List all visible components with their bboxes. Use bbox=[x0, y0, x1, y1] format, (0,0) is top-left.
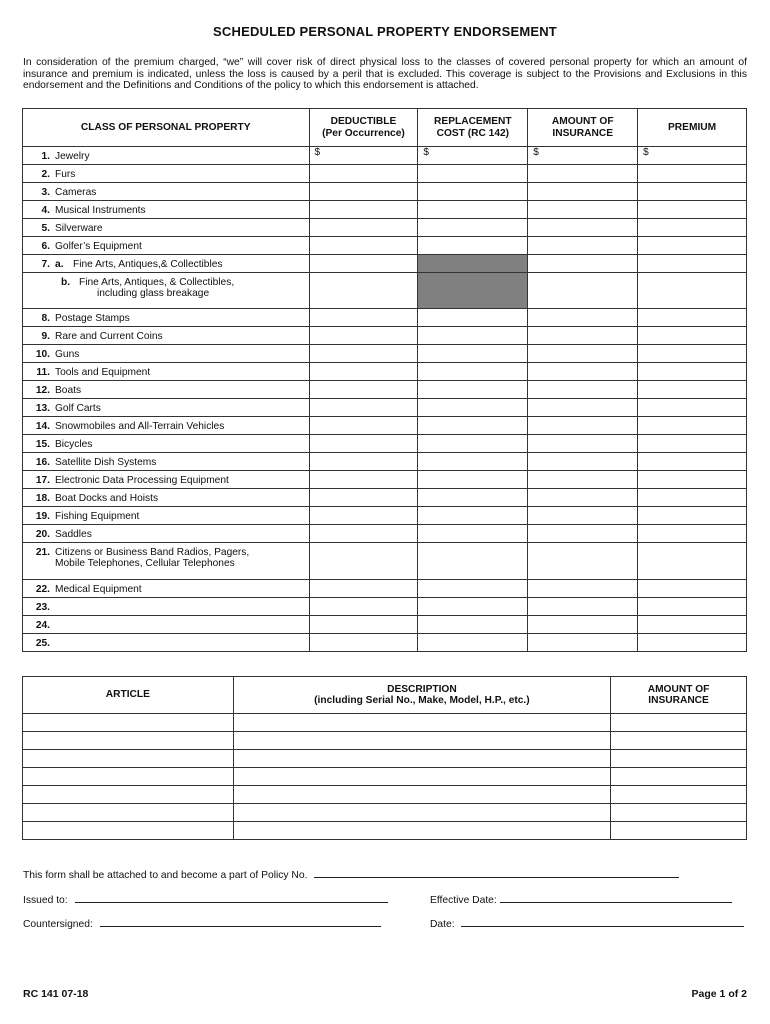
description-cell[interactable] bbox=[233, 804, 610, 822]
article-amount-cell[interactable] bbox=[611, 804, 747, 822]
item-label: Furs bbox=[55, 169, 76, 180]
property-class-cell bbox=[23, 219, 310, 237]
form-number: RC 141 07-18 bbox=[23, 988, 89, 1000]
schedule-row bbox=[23, 345, 747, 363]
property-class-cell bbox=[23, 273, 310, 309]
amount-of-insurance-cell[interactable] bbox=[528, 309, 638, 327]
amount-of-insurance-cell[interactable] bbox=[528, 201, 638, 219]
item-sub-letter: a. bbox=[55, 259, 64, 270]
property-class-cell bbox=[23, 598, 310, 616]
item-label: Saddles bbox=[55, 529, 92, 540]
page-number: Page 1 of 2 bbox=[691, 988, 747, 1000]
deductible-cell[interactable] bbox=[309, 580, 418, 598]
amount-of-insurance-cell[interactable] bbox=[528, 417, 638, 435]
item-label: Musical Instruments bbox=[55, 205, 146, 216]
property-class-cell bbox=[23, 543, 310, 580]
item-label: Fine Arts, Antiques, & Collectibles, bbox=[79, 277, 235, 288]
item-label: Postage Stamps bbox=[55, 313, 130, 324]
premium-cell[interactable] bbox=[638, 219, 747, 237]
item-number: 6. bbox=[41, 241, 50, 252]
replacement-cost-cell[interactable] bbox=[418, 616, 528, 634]
replacement-cost-cell[interactable] bbox=[418, 543, 528, 580]
property-class-cell bbox=[23, 309, 310, 327]
item-label: Fishing Equipment bbox=[55, 511, 140, 522]
amount-of-insurance-cell[interactable] bbox=[528, 399, 638, 417]
article-row bbox=[23, 750, 747, 768]
article-cell[interactable] bbox=[23, 822, 234, 840]
countersigned-field[interactable] bbox=[100, 917, 381, 927]
schedule-row bbox=[23, 453, 747, 471]
amount-of-insurance-cell[interactable] bbox=[528, 327, 638, 345]
amount-of-insurance-cell[interactable] bbox=[528, 363, 638, 381]
amount-of-insurance-cell[interactable] bbox=[528, 471, 638, 489]
deductible-cell[interactable] bbox=[309, 616, 418, 634]
replacement-cost-cell[interactable] bbox=[418, 580, 528, 598]
policy-number-label: This form shall be attached to and become a part of Policy No. bbox=[23, 870, 308, 881]
amount-of-insurance-cell[interactable] bbox=[528, 580, 638, 598]
item-number: 18. bbox=[35, 493, 50, 504]
replacement-cost-cell[interactable] bbox=[418, 147, 528, 165]
schedule-row bbox=[23, 183, 747, 201]
premium-cell[interactable] bbox=[638, 309, 747, 327]
amount-of-insurance-cell[interactable] bbox=[528, 489, 638, 507]
article-amount-cell[interactable] bbox=[611, 714, 747, 732]
property-class-cell bbox=[23, 183, 310, 201]
schedule-row bbox=[23, 255, 747, 273]
currency-symbol: $ bbox=[314, 147, 321, 158]
issued-to-field[interactable] bbox=[75, 893, 388, 903]
replacement-cost-cell[interactable] bbox=[418, 634, 528, 652]
schedule-row bbox=[23, 489, 747, 507]
replacement-cost-cell[interactable] bbox=[418, 489, 528, 507]
amount-of-insurance-cell[interactable] bbox=[528, 183, 638, 201]
article-amount-cell[interactable] bbox=[611, 732, 747, 750]
schedule-row bbox=[23, 525, 747, 543]
property-class-cell bbox=[23, 489, 310, 507]
replacement-cost-cell[interactable] bbox=[418, 219, 528, 237]
description-cell[interactable] bbox=[233, 732, 610, 750]
amount-of-insurance-cell[interactable] bbox=[528, 598, 638, 616]
premium-cell[interactable] bbox=[638, 165, 747, 183]
item-label: Jewelry bbox=[55, 151, 90, 162]
premium-cell[interactable] bbox=[638, 183, 747, 201]
property-class-cell bbox=[23, 507, 310, 525]
item-label-continued: Mobile Telephones, Cellular Telephones bbox=[55, 558, 235, 569]
effective-date-field[interactable] bbox=[500, 893, 732, 903]
schedule-row bbox=[23, 363, 747, 381]
description-cell[interactable] bbox=[233, 786, 610, 804]
header-article: ARTICLE bbox=[23, 677, 234, 714]
item-label: Tools and Equipment bbox=[55, 367, 151, 378]
issued-to-label: Issued to: bbox=[23, 895, 68, 906]
replacement-cost-cell[interactable] bbox=[418, 453, 528, 471]
replacement-cost-cell[interactable] bbox=[418, 525, 528, 543]
schedule-row bbox=[23, 417, 747, 435]
item-label: Boat Docks and Hoists bbox=[55, 493, 159, 504]
premium-cell[interactable] bbox=[638, 507, 747, 525]
schedule-row bbox=[23, 507, 747, 525]
header-article-amount: AMOUNT OF INSURANCE bbox=[611, 677, 747, 714]
deductible-cell[interactable] bbox=[309, 237, 418, 255]
property-class-cell bbox=[23, 417, 310, 435]
effective-date-label: Effective Date: bbox=[430, 895, 497, 906]
article-cell[interactable] bbox=[23, 804, 234, 822]
deductible-cell[interactable] bbox=[309, 435, 418, 453]
deductible-cell[interactable] bbox=[309, 201, 418, 219]
issued-to-line bbox=[23, 893, 388, 906]
property-class-cell bbox=[23, 634, 310, 652]
property-class-cell bbox=[23, 165, 310, 183]
item-label: Medical Equipment bbox=[55, 584, 142, 595]
header-amount-of-insurance: AMOUNT OF INSURANCE bbox=[528, 109, 638, 147]
amount-of-insurance-cell[interactable] bbox=[528, 435, 638, 453]
deductible-cell[interactable] bbox=[309, 543, 418, 580]
amount-of-insurance-cell[interactable] bbox=[528, 525, 638, 543]
deductible-cell[interactable] bbox=[309, 634, 418, 652]
deductible-cell[interactable] bbox=[309, 381, 418, 399]
item-label: Golf Carts bbox=[55, 403, 101, 414]
premium-cell[interactable] bbox=[638, 327, 747, 345]
item-number: 20. bbox=[35, 529, 50, 540]
item-label: Cameras bbox=[55, 187, 97, 198]
item-number: 8. bbox=[41, 313, 50, 324]
replacement-cost-cell[interactable] bbox=[418, 435, 528, 453]
item-label: Silverware bbox=[55, 223, 103, 234]
item-number: 21. bbox=[35, 547, 50, 558]
item-number: 22. bbox=[35, 584, 50, 595]
replacement-cost-cell[interactable] bbox=[418, 399, 528, 417]
item-label: Electronic Data Processing Equipment bbox=[55, 475, 229, 486]
article-row bbox=[23, 804, 747, 822]
property-class-cell bbox=[23, 363, 310, 381]
amount-of-insurance-cell[interactable] bbox=[528, 507, 638, 525]
property-class-cell bbox=[23, 435, 310, 453]
premium-cell[interactable] bbox=[638, 345, 747, 363]
amount-of-insurance-cell[interactable] bbox=[528, 345, 638, 363]
article-amount-cell[interactable] bbox=[611, 786, 747, 804]
description-cell[interactable] bbox=[233, 714, 610, 732]
schedule-row bbox=[23, 598, 747, 616]
date-label: Date: bbox=[430, 919, 455, 930]
replacement-cost-cell[interactable] bbox=[418, 165, 528, 183]
article-amount-cell[interactable] bbox=[611, 750, 747, 768]
property-class-cell bbox=[23, 399, 310, 417]
premium-cell[interactable] bbox=[638, 471, 747, 489]
deductible-cell[interactable] bbox=[309, 489, 418, 507]
schedule-row bbox=[23, 327, 747, 345]
amount-of-insurance-cell[interactable] bbox=[528, 616, 638, 634]
premium-cell[interactable] bbox=[638, 255, 747, 273]
property-class-cell bbox=[23, 345, 310, 363]
amount-of-insurance-cell[interactable] bbox=[528, 219, 638, 237]
deductible-cell[interactable] bbox=[309, 453, 418, 471]
item-number: 14. bbox=[35, 421, 50, 432]
schedule-row bbox=[23, 471, 747, 489]
shaded-not-applicable-cell bbox=[418, 273, 528, 309]
schedule-row bbox=[23, 381, 747, 399]
premium-cell[interactable] bbox=[638, 453, 747, 471]
schedule-row bbox=[23, 580, 747, 598]
schedule-row bbox=[23, 634, 747, 652]
articles-table bbox=[22, 676, 747, 840]
premium-cell[interactable] bbox=[638, 598, 747, 616]
deductible-cell[interactable] bbox=[309, 309, 418, 327]
policy-number-field[interactable] bbox=[314, 868, 679, 878]
item-number: 16. bbox=[35, 457, 50, 468]
schedule-row bbox=[23, 219, 747, 237]
amount-of-insurance-cell[interactable] bbox=[528, 273, 638, 309]
premium-cell[interactable] bbox=[638, 543, 747, 580]
deductible-cell[interactable] bbox=[309, 417, 418, 435]
amount-of-insurance-cell[interactable] bbox=[528, 453, 638, 471]
replacement-cost-cell[interactable] bbox=[418, 471, 528, 489]
deductible-cell[interactable] bbox=[309, 363, 418, 381]
premium-cell[interactable] bbox=[638, 363, 747, 381]
countersigned-line bbox=[23, 917, 381, 930]
header-class: CLASS OF PERSONAL PROPERTY bbox=[23, 109, 310, 147]
property-class-cell bbox=[23, 471, 310, 489]
article-cell[interactable] bbox=[23, 714, 234, 732]
article-amount-cell[interactable] bbox=[611, 768, 747, 786]
item-number: 3. bbox=[41, 187, 50, 198]
article-row bbox=[23, 822, 747, 840]
premium-cell[interactable] bbox=[638, 435, 747, 453]
item-label: Bicycles bbox=[55, 439, 93, 450]
header-replacement-cost: REPLACEMENT COST (RC 142) bbox=[418, 109, 528, 147]
property-class-cell bbox=[23, 255, 310, 273]
item-number: 19. bbox=[35, 511, 50, 522]
replacement-cost-cell[interactable] bbox=[418, 201, 528, 219]
property-class-cell bbox=[23, 147, 310, 165]
item-number: 11. bbox=[36, 367, 50, 378]
property-class-cell bbox=[23, 525, 310, 543]
date-field[interactable] bbox=[461, 917, 744, 927]
property-class-cell bbox=[23, 616, 310, 634]
replacement-cost-cell[interactable] bbox=[418, 345, 528, 363]
item-label-continued: including glass breakage bbox=[97, 288, 210, 299]
countersigned-label: Countersigned: bbox=[23, 919, 93, 930]
schedule-row bbox=[23, 273, 747, 309]
deductible-cell[interactable] bbox=[309, 471, 418, 489]
deductible-cell[interactable] bbox=[309, 327, 418, 345]
schedule-row bbox=[23, 616, 747, 634]
replacement-cost-cell[interactable] bbox=[418, 309, 528, 327]
item-label: Citizens or Business Band Radios, Pagers, bbox=[55, 547, 250, 558]
item-number: 10. bbox=[35, 349, 50, 360]
description-cell[interactable] bbox=[233, 750, 610, 768]
item-number: 2. bbox=[41, 169, 50, 180]
item-number: 9. bbox=[41, 331, 50, 342]
article-cell[interactable] bbox=[23, 750, 234, 768]
item-number: 24. bbox=[35, 620, 50, 631]
header-deductible: DEDUCTIBLE (Per Occurrence) bbox=[309, 109, 418, 147]
deductible-cell[interactable] bbox=[309, 507, 418, 525]
item-label: Rare and Current Coins bbox=[55, 331, 163, 342]
replacement-cost-cell[interactable] bbox=[418, 237, 528, 255]
article-cell[interactable] bbox=[23, 732, 234, 750]
deductible-cell[interactable] bbox=[309, 183, 418, 201]
replacement-cost-cell[interactable] bbox=[418, 327, 528, 345]
description-cell[interactable] bbox=[233, 822, 610, 840]
premium-cell[interactable] bbox=[638, 616, 747, 634]
item-number: 25. bbox=[35, 638, 50, 649]
item-label: Fine Arts, Antiques,& Collectibles bbox=[73, 259, 223, 270]
currency-symbol: $ bbox=[533, 147, 539, 158]
premium-cell[interactable] bbox=[638, 273, 747, 309]
item-label: Satellite Dish Systems bbox=[55, 457, 157, 468]
schedule-row bbox=[23, 399, 747, 417]
article-cell[interactable] bbox=[23, 768, 234, 786]
deductible-cell[interactable] bbox=[309, 219, 418, 237]
schedule-row bbox=[23, 435, 747, 453]
replacement-cost-cell[interactable] bbox=[418, 363, 528, 381]
article-row bbox=[23, 786, 747, 804]
item-label: Golfer’s Equipment bbox=[55, 241, 142, 252]
schedule-table bbox=[22, 108, 747, 652]
replacement-cost-cell[interactable] bbox=[418, 507, 528, 525]
premium-cell[interactable] bbox=[638, 147, 747, 165]
premium-cell[interactable] bbox=[638, 580, 747, 598]
deductible-cell[interactable] bbox=[309, 165, 418, 183]
premium-cell[interactable] bbox=[638, 237, 747, 255]
amount-of-insurance-cell[interactable] bbox=[528, 634, 638, 652]
item-number: 5. bbox=[41, 223, 50, 234]
item-number: 12. bbox=[35, 385, 50, 396]
deductible-cell[interactable] bbox=[309, 255, 418, 273]
premium-cell[interactable] bbox=[638, 381, 747, 399]
header-description: DESCRIPTION (including Serial No., Make, Model, H.P., etc.) bbox=[233, 677, 610, 714]
header-premium: PREMIUM bbox=[638, 109, 747, 147]
item-number: 17. bbox=[35, 475, 50, 486]
replacement-cost-cell[interactable] bbox=[418, 598, 528, 616]
amount-of-insurance-cell[interactable] bbox=[528, 543, 638, 580]
item-label: Guns bbox=[55, 349, 80, 360]
premium-cell[interactable] bbox=[638, 525, 747, 543]
replacement-cost-cell[interactable] bbox=[418, 381, 528, 399]
replacement-cost-cell[interactable] bbox=[418, 183, 528, 201]
deductible-cell[interactable] bbox=[309, 598, 418, 616]
amount-of-insurance-cell[interactable] bbox=[528, 147, 638, 165]
schedule-row bbox=[23, 237, 747, 255]
premium-cell[interactable] bbox=[638, 399, 747, 417]
premium-cell[interactable] bbox=[638, 417, 747, 435]
article-amount-cell[interactable] bbox=[611, 822, 747, 840]
amount-of-insurance-cell[interactable] bbox=[528, 255, 638, 273]
article-row bbox=[23, 768, 747, 786]
deductible-cell[interactable] bbox=[309, 399, 418, 417]
currency-symbol: $ bbox=[643, 147, 649, 158]
item-number: 7. bbox=[41, 259, 50, 270]
date-line bbox=[430, 917, 744, 930]
description-cell[interactable] bbox=[233, 768, 610, 786]
article-row bbox=[23, 732, 747, 750]
property-class-cell bbox=[23, 453, 310, 471]
item-number: 15. bbox=[35, 439, 50, 450]
item-number: 1. bbox=[41, 151, 50, 162]
article-cell[interactable] bbox=[23, 786, 234, 804]
schedule-row bbox=[23, 201, 747, 219]
intro-paragraph: In consideration of the premium charged, “we” will cover risk of direct physical loss to the classes of covered personal property for which an amount of insurance and premium is indicated, unless the loss is caused by a peril that is excluded. This coverage is subject to the Provisions and Exclusions in this endorsement and the Definitions and Conditions of the policy to which this endorsement is attached. bbox=[23, 57, 747, 92]
item-number: 23. bbox=[35, 602, 50, 613]
deductible-cell[interactable] bbox=[309, 273, 418, 309]
amount-of-insurance-cell[interactable] bbox=[528, 381, 638, 399]
property-class-cell bbox=[23, 381, 310, 399]
item-number: 4. bbox=[41, 205, 50, 216]
property-class-cell bbox=[23, 201, 310, 219]
article-row bbox=[23, 714, 747, 732]
deductible-cell[interactable] bbox=[309, 345, 418, 363]
item-sub-letter: b. bbox=[61, 277, 71, 288]
deductible-cell[interactable] bbox=[309, 525, 418, 543]
premium-cell[interactable] bbox=[638, 634, 747, 652]
form-title: SCHEDULED PERSONAL PROPERTY ENDORSEMENT bbox=[213, 24, 557, 39]
schedule-row bbox=[23, 543, 747, 580]
shaded-not-applicable-cell bbox=[418, 255, 528, 273]
deductible-cell[interactable] bbox=[309, 147, 418, 165]
replacement-cost-cell[interactable] bbox=[418, 417, 528, 435]
property-class-cell bbox=[23, 580, 310, 598]
item-number: 13. bbox=[35, 403, 50, 414]
effective-date-line bbox=[430, 893, 732, 906]
schedule-row bbox=[23, 165, 747, 183]
property-class-cell bbox=[23, 327, 310, 345]
currency-symbol: $ bbox=[423, 147, 429, 158]
item-label: Snowmobiles and All-Terrain Vehicles bbox=[55, 421, 225, 432]
amount-of-insurance-cell[interactable] bbox=[528, 237, 638, 255]
policy-number-line bbox=[23, 868, 679, 881]
articles-body bbox=[23, 714, 747, 840]
schedule-row bbox=[23, 309, 747, 327]
premium-cell[interactable] bbox=[638, 489, 747, 507]
premium-cell[interactable] bbox=[638, 201, 747, 219]
item-label: Boats bbox=[55, 385, 82, 396]
schedule-body bbox=[23, 147, 747, 652]
amount-of-insurance-cell[interactable] bbox=[528, 165, 638, 183]
schedule-row bbox=[23, 147, 747, 165]
property-class-cell bbox=[23, 237, 310, 255]
